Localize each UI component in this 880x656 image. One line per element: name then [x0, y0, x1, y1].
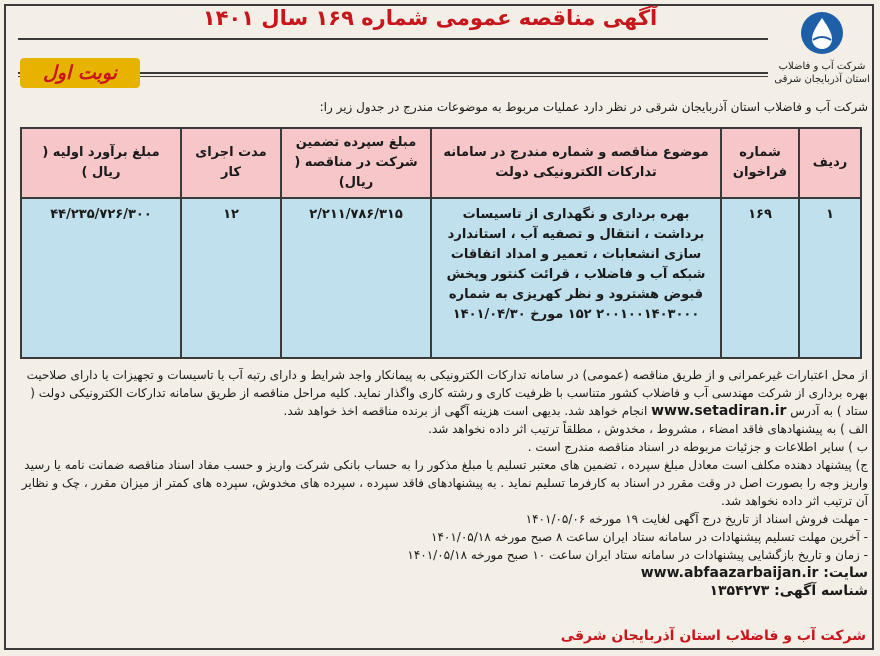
footer-company: شرکت آب و فاضلاب استان آذربایجان شرقی	[560, 628, 866, 644]
body-paragraph-1-end: انجام خواهد شد. بدیهی است هزینه آگهی از برنده مناقصه اخذ خواهد شد.	[283, 404, 648, 418]
water-drop-logo-icon	[799, 10, 845, 56]
notice-body	[16, 366, 868, 600]
setad-url-link[interactable]: www.setadiran.ir	[651, 403, 787, 419]
body-paragraph-1	[16, 366, 868, 420]
clause-alef: الف ) به پیشنهادهای فاقد امضاء ، مشروط ، مخدوش ، مطلقاً ترتیب اثر داده نخواهد شد.	[428, 422, 868, 436]
opening-time: - زمان و تاریخ بازگشایی پیشنهادات در سامانه ستاد ایران ساعت ۱۰ صبح مورخه ۱۴۰۱/۰۵/۱۸	[407, 548, 868, 562]
table-header-row	[21, 128, 861, 198]
page-title: آگهی مناقصه عمومی شماره ۱۶۹ سال ۱۴۰۱	[202, 6, 658, 30]
deadline-submit: - آخرین مهلت تسلیم پیشنهادات در سامانه ستاد ایران ساعت ۸ صبح مورخه ۱۴۰۱/۰۵/۱۸	[431, 530, 868, 544]
cell-subject: بهره برداری و نگهداری از تاسیسات برداشت ، انتقال و تصفیه آب ، استاندارد سازی انشعابات ، تعمیر و امداد اتفاقات شبکه آب و فاضلاب ، قرائت کنتور وپخش قبوض هشترود و نظر کهریزی به شماره ۲۰۰۱۰۰۱۴۰۳۰۰۰ ۱۵۲ مورخ ۱۴۰۱/۰۴/۳۰	[431, 198, 721, 358]
header-row-number: ردیف	[799, 128, 861, 198]
company-site-link[interactable]: www.abfaazarbaijan.ir	[640, 565, 819, 581]
company-logo	[774, 8, 870, 96]
clause-be: ب ) سایر اطلاعات و جزئیات مربوطه در اسناد مناقصه مندرج است .	[527, 440, 868, 454]
intro-text: شرکت آب و فاضلاب استان آذربایجان شرقی در نظر دارد عملیات مربوط به موضوعات مندرج در جدول زیر را:	[319, 100, 868, 114]
header-deposit: مبلغ سپرده تضمین شرکت در مناقصه ( ریال)	[281, 128, 431, 198]
cell-row-number: ۱	[799, 198, 861, 358]
clause-jim: ج) پیشنهاد دهنده مکلف است معادل مبلغ سپرده ، تضمین های معتبر تسلیم یا مبلغ مذکور را به حساب بانکی شرکت واریز و حسب مفاد اسناد مناقصه ضمانت نامه یا رسید واریز وجه را بصورت اصل در وقت مقرر در اسناد به کارفرما تسلیم نماید . به پیشنهادهای فاقد سپرده ، سپرده های مخدوش، سپرده های کمتر از میزان مقرر ، چک و نظایر آن ترتیب اثر داده نخواهد شد.	[21, 458, 868, 508]
logo-line-2: استان آذربایجان شرقی	[774, 74, 870, 85]
ad-code: شناسه آگهی: ۱۳۵۴۲۷۳	[709, 583, 868, 599]
tender-table	[20, 127, 862, 359]
cell-estimate: ۴۴/۲۳۵/۷۲۶/۳۰۰	[21, 198, 181, 358]
table-row	[21, 198, 861, 358]
header-call-number: شماره فراخوان	[721, 128, 799, 198]
header-duration: مدت اجرای کار	[181, 128, 281, 198]
cell-duration: ۱۲	[181, 198, 281, 358]
header-estimate: مبلغ برآورد اولیه ( ریال )	[21, 128, 181, 198]
logo-line-1: شرکت آب و فاضلاب	[778, 61, 866, 72]
deadline-sale: - مهلت فروش اسناد از تاریخ درج آگهی لغایت ۱۹ مورخه ۱۴۰۱/۰۵/۰۶	[525, 512, 868, 526]
header-subject: موضوع مناقصه و شماره مندرج در سامانه تدارکات الکترونیکی دولت	[431, 128, 721, 198]
site-line	[16, 564, 868, 582]
site-label: سایت:	[823, 565, 868, 581]
cell-call-number: ۱۶۹	[721, 198, 799, 358]
body-paragraph-1-text: از محل اعتبارات غیرعمرانی و از طریق مناقصه (عمومی) در سامانه تدارکات الکترونیکی به پیمانکار واجد شرایط و دارای رتبه آب یا تاسیسات و تجهیزات یا دارای صلاحیت بهره برداری از شرکت مهندسی آب و فاضلاب کشور متناسب با ظرفیت کاری و رشته کاری واگذار نماید. کلیه مراحل مناقصه از طریق سامانه تدارکات الکترونیکی دولت ( ستاد ) به آدرس	[26, 368, 868, 418]
title-divider	[18, 38, 768, 40]
round-badge: نوبت اول	[20, 58, 140, 88]
cell-deposit: ۲/۲۱۱/۷۸۶/۳۱۵	[281, 198, 431, 358]
